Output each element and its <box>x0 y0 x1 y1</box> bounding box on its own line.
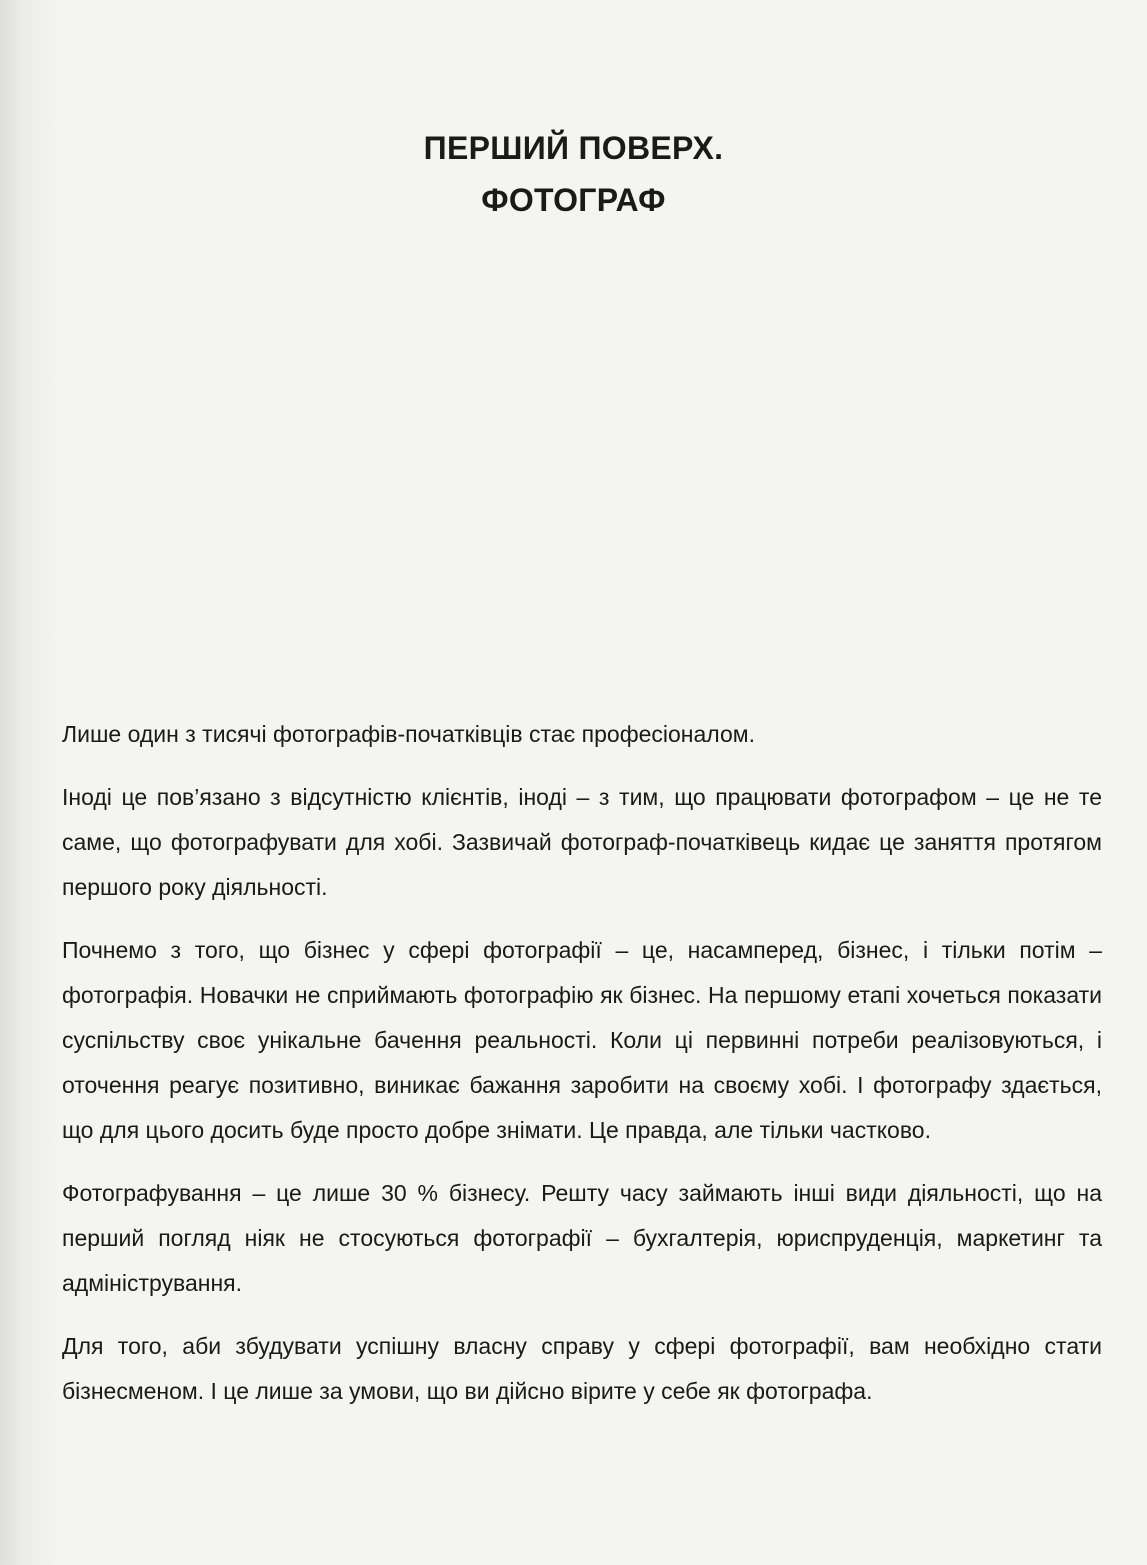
chapter-title-line-2: ФОТОГРАФ <box>481 182 666 218</box>
paragraph-4: Фотографування – це лише 30 % бізнесу. Решту часу займають інші види діяльності, що на перший погляд ніяк не стосуються фотографії – бухгалтерія, юриспруденція, маркетинг та адміністрування. <box>62 1180 1102 1296</box>
chapter-title-line-1: ПЕРШИЙ ПОВЕРХ. <box>423 130 724 166</box>
paragraph-3: Почнемо з того, що бізнес у сфері фотографії – це, насамперед, бізнес, і тільки потім – фотографія. Новачки не сприймають фотографію як бізнес. На першому етапі хочеться показати суспільству своє унікальне бачення реальності. Коли ці первинні потреби реалізовуються, і оточення реагує позитивно, виникає бажання заробити на своєму хобі. І фотографу здається, що для цього досить буде просто добре знімати. Це правда, але тільки частково. <box>62 937 1102 1143</box>
chapter-body <box>62 712 1102 1432</box>
paragraph-1: Лише один з тисячі фотографів-початківців стає професіоналом. <box>62 721 755 747</box>
paragraph-2: Іноді це пов’язано з відсутністю клієнтів, іноді – з тим, що працювати фотографом – це не те саме, що фотографувати для хобі. Зазвичай фотограф-початківець кидає це заняття протягом першого року діяльності. <box>62 784 1102 900</box>
page-edge-shadow <box>0 0 60 1565</box>
paragraph-5: Для того, аби збудувати успішну власну справу у сфері фотографії, вам необхідно стати бізнесменом. І це лише за умови, що ви дійсно вірите у себе як фотографа. <box>62 1333 1102 1404</box>
chapter-title <box>0 122 1147 226</box>
